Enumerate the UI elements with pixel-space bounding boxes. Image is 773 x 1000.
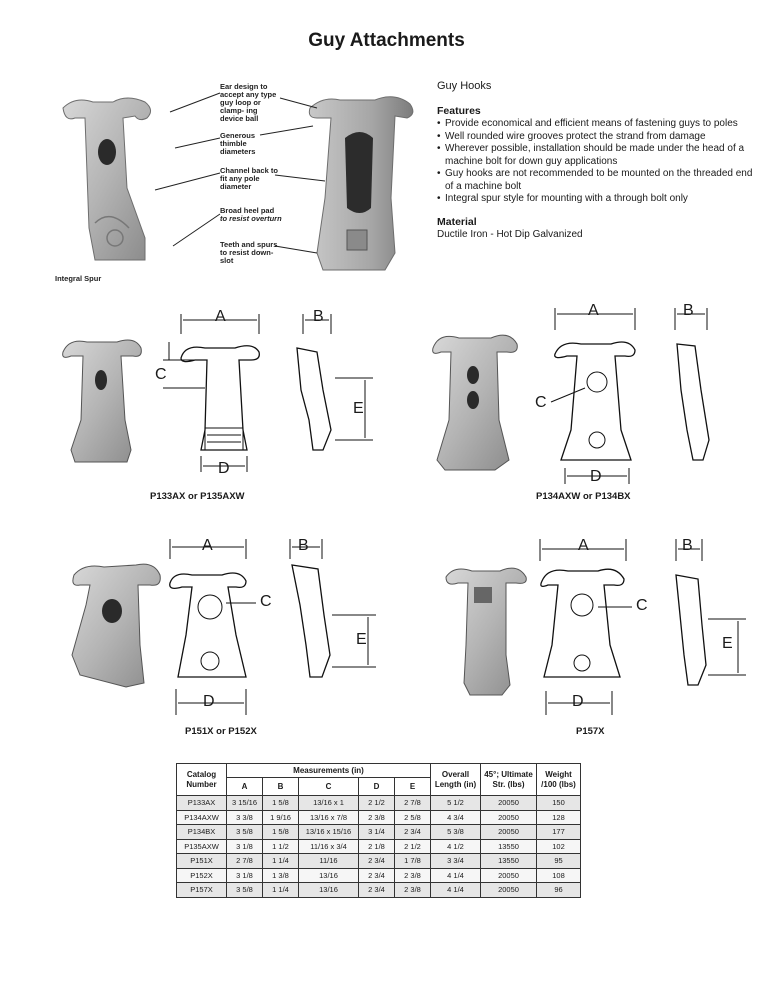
cell-ultimate: 13550 [481, 839, 537, 854]
cell-e: 1 7/8 [395, 854, 431, 869]
cell-e: 2 3/8 [395, 883, 431, 898]
cell-ultimate: 13550 [481, 854, 537, 869]
cell-c: 13/16 [299, 883, 359, 898]
feature-item: • Wherever possible, installation should be made under the head of a machine bolt for down guy applications [437, 143, 757, 168]
figure-caption-p151x: P151X or P152X [185, 726, 257, 737]
col-header-c: C [299, 778, 359, 796]
dim-a-label: A [578, 537, 589, 554]
cell-d: 2 3/4 [359, 868, 395, 883]
col-header-ultimate: 45°; Ultimate Str. (lbs) [481, 764, 537, 796]
cell-a: 2 7/8 [227, 854, 263, 869]
col-header-catalog: Catalog Number [177, 764, 227, 796]
table-row [177, 810, 581, 825]
callout-heel-b: to resist overturn [220, 214, 282, 223]
dim-d-label: D [218, 460, 230, 477]
feature-item: • Integral spur style for mounting with a through bolt only [437, 193, 757, 206]
dim-b-label: B [298, 537, 309, 554]
cell-c: 13/16 x 1 [299, 796, 359, 811]
info-panel [437, 80, 757, 242]
dim-b-label: B [682, 537, 693, 554]
section-heading: Guy Hooks [437, 80, 492, 92]
cell-weight: 108 [537, 868, 581, 883]
callout-ear: Ear design to accept any type guy loop or clamp- ing device ball [220, 82, 277, 123]
cell-e: 2 1/2 [395, 839, 431, 854]
cell-weight: 96 [537, 883, 581, 898]
table-row [177, 796, 581, 811]
dimension-drawing [425, 300, 765, 490]
cell-ultimate: 20050 [481, 796, 537, 811]
cell-ultimate: 20050 [481, 868, 537, 883]
figure-caption-p134axw: P134AXW or P134BX [536, 491, 631, 502]
cell-d: 3 1/4 [359, 825, 395, 840]
table-row [177, 854, 581, 869]
cell-catalog: P151X [177, 854, 227, 869]
cell-a: 3 5/8 [227, 825, 263, 840]
callout-teeth: Teeth and spurs to resist down-slot [220, 240, 278, 265]
col-header-overall: Overall Length (in) [431, 764, 481, 796]
cell-d: 2 3/8 [359, 810, 395, 825]
col-header-a: A [227, 778, 263, 796]
figure-p134axw [425, 300, 765, 490]
col-header-weight: Weight /100 (lbs) [537, 764, 581, 796]
cell-catalog: P135AXW [177, 839, 227, 854]
col-header-b: B [263, 778, 299, 796]
hero-illustration [55, 78, 425, 293]
cell-catalog: P133AX [177, 796, 227, 811]
cell-b: 1 1/4 [263, 854, 299, 869]
cell-a: 3 1/8 [227, 868, 263, 883]
cell-overall: 4 1/4 [431, 868, 481, 883]
cell-c: 13/16 x 15/16 [299, 825, 359, 840]
dim-d-label: D [203, 693, 215, 710]
spec-table [176, 763, 581, 898]
cell-b: 1 9/16 [263, 810, 299, 825]
dim-c-label: C [636, 597, 648, 614]
cell-a: 3 5/8 [227, 883, 263, 898]
cell-d: 2 1/8 [359, 839, 395, 854]
cell-e: 2 3/4 [395, 825, 431, 840]
cell-weight: 150 [537, 796, 581, 811]
table-row [177, 883, 581, 898]
callout-heel-a: Broad heel pad [220, 206, 275, 215]
figure-p133ax [55, 300, 375, 480]
cell-ultimate: 20050 [481, 883, 537, 898]
cell-ultimate: 20050 [481, 810, 537, 825]
dim-e-label: E [353, 400, 364, 417]
cell-overall: 4 3/4 [431, 810, 481, 825]
dim-b-label: B [313, 308, 324, 325]
feature-item: • Provide economical and efficient means of fastening guys to poles [437, 118, 757, 131]
dim-c-label: C [535, 394, 547, 411]
cell-c: 11/16 x 3/4 [299, 839, 359, 854]
dimension-drawing [440, 535, 760, 725]
dim-d-label: D [572, 693, 584, 710]
material-heading: Material [437, 215, 477, 228]
cell-ultimate: 20050 [481, 825, 537, 840]
cell-overall: 4 1/4 [431, 883, 481, 898]
cell-overall: 5 1/2 [431, 796, 481, 811]
figure-caption-p157x: P157X [576, 726, 605, 737]
dim-a-label: A [215, 308, 226, 325]
cell-catalog: P134AXW [177, 810, 227, 825]
dim-e-label: E [356, 631, 367, 648]
cell-e: 2 5/8 [395, 810, 431, 825]
dimension-drawing [60, 535, 380, 725]
cell-weight: 128 [537, 810, 581, 825]
figure-caption-p133ax: P133AX or P135AXW [150, 491, 245, 502]
features-heading: Features [437, 104, 481, 117]
cell-weight: 177 [537, 825, 581, 840]
cell-a: 3 3/8 [227, 810, 263, 825]
cell-d: 2 3/4 [359, 883, 395, 898]
col-header-e: E [395, 778, 431, 796]
cell-c: 11/16 [299, 854, 359, 869]
cell-d: 2 3/4 [359, 854, 395, 869]
page-title: Guy Attachments [308, 30, 465, 51]
cell-d: 2 1/2 [359, 796, 395, 811]
dim-a-label: A [588, 302, 599, 319]
callout-thimble: Generous thimble diameters [220, 131, 256, 156]
feature-item: • Well rounded wire grooves protect the strand from damage [437, 131, 757, 144]
col-header-measurements: Measurements (in) [227, 764, 431, 778]
cell-catalog: P134BX [177, 825, 227, 840]
figure-p151x [60, 535, 380, 725]
dim-c-label: C [155, 366, 167, 383]
cell-c: 13/16 x 7/8 [299, 810, 359, 825]
cell-b: 1 5/8 [263, 796, 299, 811]
cell-b: 1 1/2 [263, 839, 299, 854]
cell-catalog: P157X [177, 883, 227, 898]
table-row [177, 839, 581, 854]
material-text: Ductile Iron - Hot Dip Galvanized [437, 229, 583, 240]
dim-b-label: B [683, 302, 694, 319]
table-row [177, 825, 581, 840]
callout-channel: Channel back to fit any pole diameter [220, 166, 278, 191]
dimension-drawing [55, 300, 375, 480]
cell-b: 1 1/4 [263, 883, 299, 898]
figure-p157x [440, 535, 760, 725]
cell-e: 2 7/8 [395, 796, 431, 811]
cell-weight: 95 [537, 854, 581, 869]
callout-heel [220, 207, 290, 223]
dim-c-label: C [260, 593, 272, 610]
cell-weight: 102 [537, 839, 581, 854]
cell-e: 2 3/8 [395, 868, 431, 883]
cell-c: 13/16 [299, 868, 359, 883]
hook-photo-left [63, 98, 151, 260]
cell-catalog: P152X [177, 868, 227, 883]
cell-a: 3 15/16 [227, 796, 263, 811]
features-list [437, 118, 757, 206]
callout-spur: Integral Spur [55, 274, 102, 283]
cell-overall: 5 3/8 [431, 825, 481, 840]
dim-d-label: D [590, 468, 602, 485]
cell-overall: 4 1/2 [431, 839, 481, 854]
feature-item: • Guy hooks are not recommended to be mounted on the threaded end of a machine bolt [437, 168, 757, 193]
hook-photo-right [309, 97, 413, 270]
table-row [177, 868, 581, 883]
cell-b: 1 3/8 [263, 868, 299, 883]
cell-overall: 3 3/4 [431, 854, 481, 869]
cell-a: 3 1/8 [227, 839, 263, 854]
dim-e-label: E [722, 635, 733, 652]
dim-a-label: A [202, 537, 213, 554]
spec-table-body [177, 796, 581, 898]
col-header-d: D [359, 778, 395, 796]
cell-b: 1 5/8 [263, 825, 299, 840]
